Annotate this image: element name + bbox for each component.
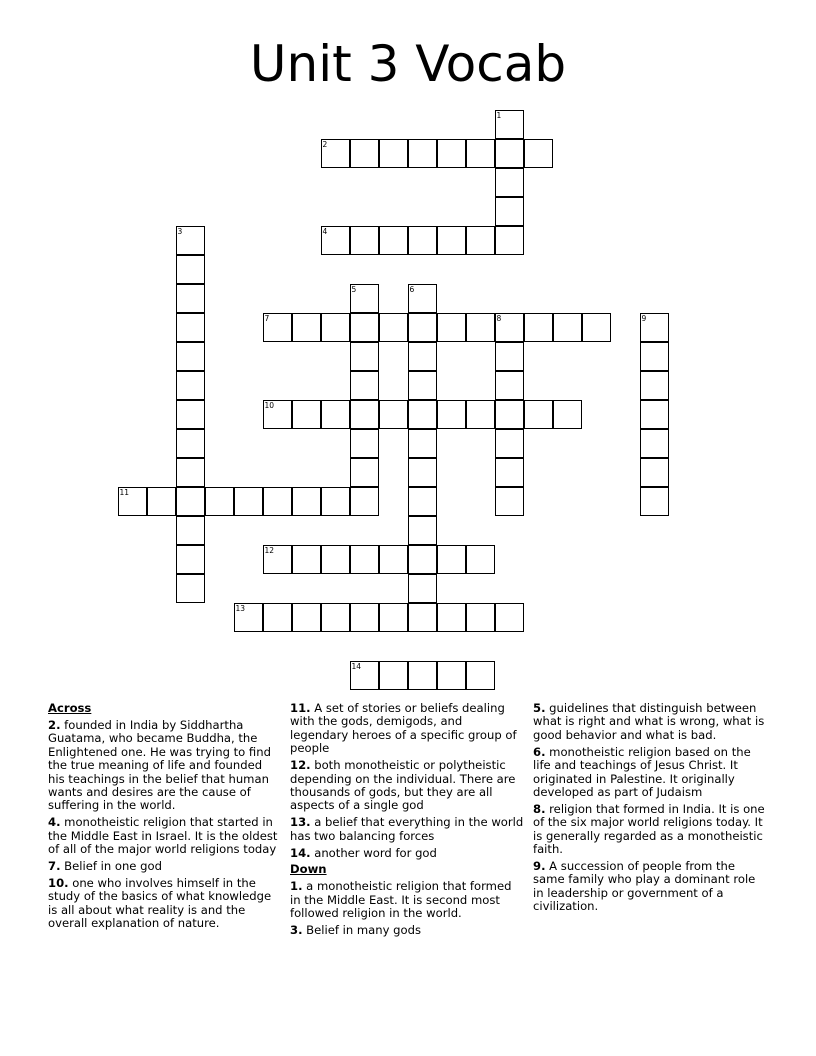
- clue-number: 2.: [48, 717, 61, 732]
- crossword-cell[interactable]: [176, 342, 205, 371]
- crossword-cell[interactable]: [495, 371, 524, 400]
- crossword-cell[interactable]: [495, 342, 524, 371]
- crossword-cell[interactable]: [466, 226, 495, 255]
- crossword-cell[interactable]: [263, 603, 292, 632]
- crossword-cell[interactable]: [408, 284, 437, 313]
- crossword-cell[interactable]: [437, 313, 466, 342]
- clue-text: religion that formed in India. It is one of the six major world religions today. It is generally regarded as a monotheistic faith.: [533, 801, 765, 857]
- crossword-cell[interactable]: [466, 139, 495, 168]
- clue-number: 13.: [290, 815, 311, 830]
- clue-item: [533, 746, 767, 800]
- crossword-cell[interactable]: [408, 574, 437, 603]
- crossword-cell[interactable]: [408, 661, 437, 690]
- crossword-cell[interactable]: [466, 661, 495, 690]
- crossword-cell[interactable]: [408, 487, 437, 516]
- clue-item: [48, 719, 282, 813]
- crossword-cell[interactable]: [321, 226, 350, 255]
- crossword-cell[interactable]: [263, 400, 292, 429]
- clue-item: [290, 847, 524, 860]
- clue-item: [48, 860, 282, 873]
- clue-number: 8.: [533, 801, 546, 816]
- crossword-cell[interactable]: [176, 545, 205, 574]
- crossword-cell[interactable]: [321, 545, 350, 574]
- crossword-cell[interactable]: [495, 603, 524, 632]
- crossword-cell[interactable]: [379, 545, 408, 574]
- clue-item: [533, 702, 767, 742]
- clue-number: 5: [351, 284, 357, 294]
- crossword-cell[interactable]: [582, 313, 611, 342]
- crossword-cell[interactable]: [176, 458, 205, 487]
- clue-text: founded in India by Siddhartha Guatama, who became Buddha, the Enlightened one. He was trying to find the true meaning of life and founded his teachings in the belief that human wants and desires are the cause of suffering in the world.: [48, 717, 271, 813]
- crossword-cell[interactable]: [350, 371, 379, 400]
- clue-number: 10: [264, 400, 275, 410]
- crossword-cell[interactable]: [408, 429, 437, 458]
- crossword-cell[interactable]: [234, 487, 263, 516]
- clue-number: 5.: [533, 701, 546, 715]
- crossword-cell[interactable]: [408, 603, 437, 632]
- crossword-cell[interactable]: [176, 284, 205, 313]
- crossword-cell[interactable]: [495, 168, 524, 197]
- crossword-cell[interactable]: [350, 139, 379, 168]
- crossword-cell[interactable]: [350, 603, 379, 632]
- crossword-cell[interactable]: [408, 371, 437, 400]
- crossword-cell[interactable]: [408, 342, 437, 371]
- clue-item: [290, 702, 524, 756]
- page-title: Unit 3 Vocab: [249, 35, 567, 93]
- clue-text: a belief that everything in the world has two balancing forces: [290, 815, 524, 843]
- clue-number: 14.: [290, 845, 311, 860]
- crossword-cell[interactable]: [495, 313, 524, 342]
- crossword-cell[interactable]: [176, 313, 205, 342]
- clue-text: monotheistic religion based on the life and teachings of Jesus Christ. It originated in Palestine. It originally developed as part of Judaism: [533, 744, 751, 799]
- crossword-cell[interactable]: [437, 400, 466, 429]
- crossword-cell[interactable]: [379, 400, 408, 429]
- clue-number: 3: [177, 226, 183, 236]
- clue-number: 12.: [290, 758, 311, 773]
- crossword-cell[interactable]: [408, 226, 437, 255]
- clue-column-2: [290, 702, 524, 941]
- crossword-cell[interactable]: [640, 429, 669, 458]
- crossword-cell[interactable]: [495, 197, 524, 226]
- clue-number: 10.: [48, 875, 69, 890]
- clue-number: 6: [409, 284, 415, 294]
- crossword-cell[interactable]: [350, 458, 379, 487]
- crossword-cell[interactable]: [176, 255, 205, 284]
- clue-item: [48, 877, 282, 931]
- clue-number: 11: [119, 487, 130, 497]
- clue-number: 14: [351, 661, 362, 671]
- crossword-cell[interactable]: [524, 139, 553, 168]
- clue-number: 1: [496, 110, 502, 120]
- crossword-cell[interactable]: [321, 603, 350, 632]
- clue-text: monotheistic religion that started in the Middle East in Israel. It is the oldest of all of the major world religions today: [48, 815, 278, 857]
- crossword-cell[interactable]: [321, 400, 350, 429]
- crossword-cell[interactable]: [408, 313, 437, 342]
- clue-number: 7: [264, 313, 270, 323]
- clue-number: 3.: [290, 923, 303, 938]
- crossword-cell[interactable]: [147, 487, 176, 516]
- crossword-cell[interactable]: [292, 313, 321, 342]
- crossword-cell[interactable]: [350, 400, 379, 429]
- crossword-cell[interactable]: [263, 313, 292, 342]
- crossword-cell[interactable]: [553, 400, 582, 429]
- crossword-cell[interactable]: [466, 313, 495, 342]
- crossword-cell[interactable]: [350, 226, 379, 255]
- clue-text: Belief in one god: [60, 858, 162, 873]
- crossword-cell[interactable]: [176, 429, 205, 458]
- crossword-cell[interactable]: [379, 603, 408, 632]
- crossword-cell[interactable]: [640, 371, 669, 400]
- crossword-cell[interactable]: [350, 313, 379, 342]
- clue-number: 8: [496, 313, 502, 323]
- crossword-cell[interactable]: [408, 139, 437, 168]
- crossword-cell[interactable]: [466, 603, 495, 632]
- crossword-cell[interactable]: [408, 458, 437, 487]
- crossword-cell[interactable]: [524, 400, 553, 429]
- clue-number: 1.: [290, 879, 303, 894]
- crossword-cell[interactable]: [495, 400, 524, 429]
- crossword-cell[interactable]: [379, 313, 408, 342]
- crossword-cell[interactable]: [350, 487, 379, 516]
- crossword-cell[interactable]: [408, 516, 437, 545]
- clue-item: [290, 816, 524, 843]
- clue-text: Belief in many gods: [302, 923, 421, 938]
- crossword-cell[interactable]: [321, 139, 350, 168]
- clue-number: 12: [264, 545, 275, 555]
- crossword-cell[interactable]: [176, 400, 205, 429]
- crossword-cell[interactable]: [408, 400, 437, 429]
- crossword-cell[interactable]: [495, 139, 524, 168]
- clue-number: 6.: [533, 744, 546, 759]
- clue-item: [290, 759, 524, 813]
- across-heading: Across: [48, 701, 92, 715]
- crossword-cell[interactable]: [437, 603, 466, 632]
- clue-number: 4.: [48, 815, 61, 830]
- crossword-cell[interactable]: [524, 313, 553, 342]
- crossword-cell[interactable]: [176, 371, 205, 400]
- crossword-cell[interactable]: [640, 487, 669, 516]
- crossword-cell[interactable]: [437, 139, 466, 168]
- crossword-cell[interactable]: [321, 487, 350, 516]
- crossword-cell[interactable]: [263, 487, 292, 516]
- crossword-cell[interactable]: [379, 226, 408, 255]
- crossword-cell[interactable]: [234, 603, 263, 632]
- clue-text: both monotheistic or polytheistic depending on the individual. There are thousands of gods, but they are all aspects of a single god: [290, 758, 516, 813]
- clue-text: A succession of people from the same family who play a dominant role in leadership or government of a civilization.: [533, 858, 756, 914]
- crossword-cell[interactable]: [292, 487, 321, 516]
- crossword-cell[interactable]: [495, 487, 524, 516]
- crossword-cell[interactable]: [495, 429, 524, 458]
- crossword-cell[interactable]: [350, 284, 379, 313]
- crossword-cell[interactable]: [205, 487, 234, 516]
- crossword-cell[interactable]: [292, 400, 321, 429]
- crossword-cell[interactable]: [640, 313, 669, 342]
- clue-text: A set of stories or beliefs dealing with the gods, demigods, and legendary heroes of a specific group of people: [290, 701, 517, 756]
- down-heading: Down: [290, 862, 327, 877]
- clue-item: [48, 816, 282, 856]
- clue-text: another word for god: [310, 845, 437, 860]
- clue-text: guidelines that distinguish between what is right and what is wrong, what is good behavior and what is bad.: [533, 701, 765, 742]
- crossword-cell[interactable]: [292, 603, 321, 632]
- clue-text: a monotheistic religion that formed in the Middle East. It is second most followed religion in the world.: [290, 879, 512, 921]
- crossword-cell[interactable]: [437, 545, 466, 574]
- crossword-cell[interactable]: [553, 313, 582, 342]
- clue-number: 9: [641, 313, 647, 323]
- crossword-cell[interactable]: [466, 400, 495, 429]
- clue-number: 4: [322, 226, 328, 236]
- crossword-cell[interactable]: [640, 458, 669, 487]
- crossword-cell[interactable]: [466, 545, 495, 574]
- crossword-cell[interactable]: [495, 458, 524, 487]
- crossword-cell[interactable]: [379, 139, 408, 168]
- clue-number: 11.: [290, 701, 311, 715]
- crossword-cell[interactable]: [176, 226, 205, 255]
- clue-text: one who involves himself in the study of the basics of what knowledge is all about what reality is and the overall explanation of nature.: [48, 875, 272, 931]
- crossword-cell[interactable]: [350, 661, 379, 690]
- crossword-cell[interactable]: [292, 545, 321, 574]
- crossword-cell[interactable]: [640, 400, 669, 429]
- crossword-cell[interactable]: [176, 516, 205, 545]
- crossword-cell[interactable]: [350, 545, 379, 574]
- clue-item: [533, 860, 767, 914]
- clue-column-3: [533, 702, 767, 917]
- crossword-cell[interactable]: [176, 487, 205, 516]
- crossword-cell[interactable]: [495, 110, 524, 139]
- crossword-cell[interactable]: [321, 313, 350, 342]
- clue-item: [290, 924, 524, 937]
- crossword-cell[interactable]: [379, 661, 408, 690]
- clue-number: 2: [322, 139, 328, 149]
- clue-item: [533, 803, 767, 857]
- crossword-cell[interactable]: [640, 342, 669, 371]
- clue-column-1: [48, 702, 282, 934]
- crossword-cell[interactable]: [350, 429, 379, 458]
- crossword-cell[interactable]: [408, 545, 437, 574]
- clue-item: [290, 880, 524, 920]
- crossword-cell[interactable]: [437, 226, 466, 255]
- clue-number: 7.: [48, 858, 61, 873]
- clue-number: 13: [235, 603, 246, 613]
- crossword-cell[interactable]: [263, 545, 292, 574]
- clue-number: 9.: [533, 858, 546, 873]
- crossword-cell[interactable]: [176, 574, 205, 603]
- crossword-cell[interactable]: [495, 226, 524, 255]
- crossword-cell[interactable]: [118, 487, 147, 516]
- crossword-cell[interactable]: [437, 661, 466, 690]
- crossword-cell[interactable]: [350, 342, 379, 371]
